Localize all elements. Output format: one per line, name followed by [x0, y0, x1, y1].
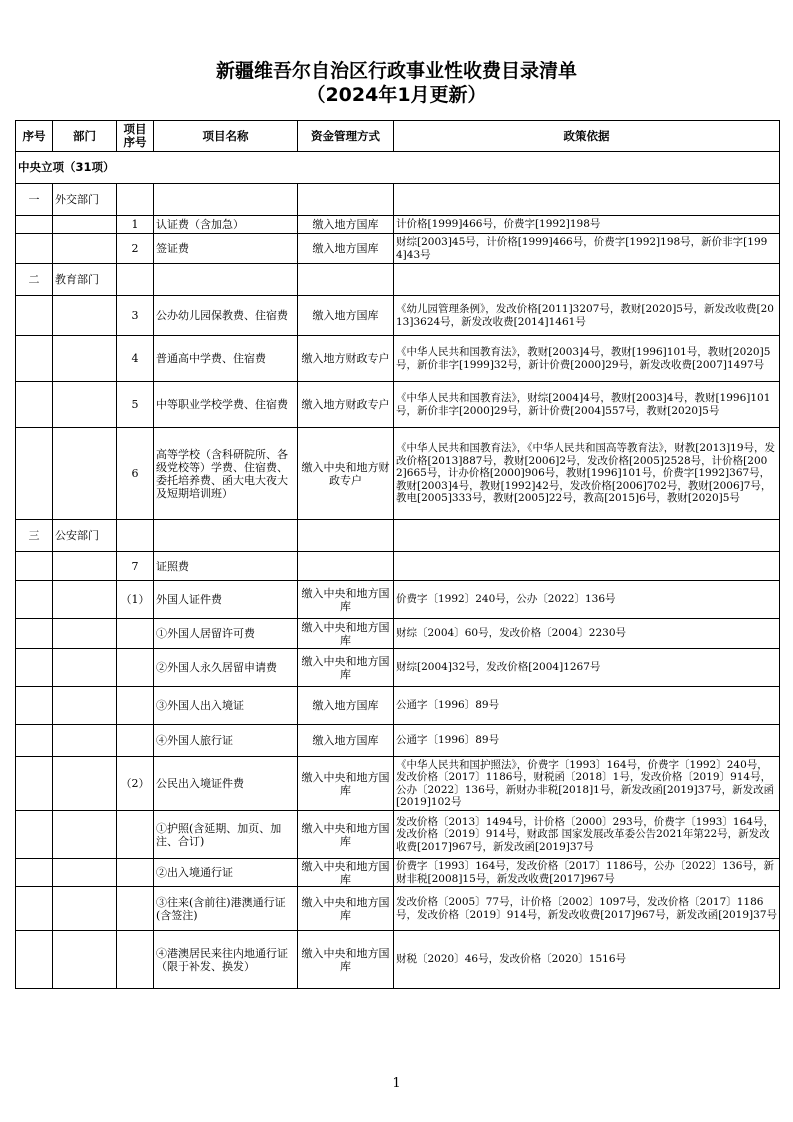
row-fund-mgmt: 缴入中央和地方国库 [298, 811, 394, 859]
row-fund-mgmt [298, 552, 394, 581]
row-seq: 一 [16, 184, 53, 216]
row-dept [53, 859, 117, 887]
table-row [16, 687, 780, 725]
row-seq [16, 581, 53, 619]
row-dept [53, 725, 117, 757]
table-row [16, 184, 780, 216]
row-dept [53, 296, 117, 336]
row-dept [53, 552, 117, 581]
row-item-name: ②出入境通行证 [154, 859, 298, 887]
row-item-name: 外国人证件费 [154, 581, 298, 619]
table-row [16, 234, 780, 264]
row-item-no [117, 811, 154, 859]
row-item-no: 2 [117, 234, 154, 264]
row-item-no [117, 687, 154, 725]
table-row [16, 296, 780, 336]
row-dept [53, 428, 117, 520]
header-seq: 序号 [16, 121, 53, 152]
row-item-no [117, 184, 154, 216]
row-item-name: 公办幼儿园保教费、住宿费 [154, 296, 298, 336]
table-row [16, 931, 780, 989]
row-dept [53, 687, 117, 725]
row-dept: 教育部门 [53, 264, 117, 296]
row-seq [16, 687, 53, 725]
row-fund-mgmt: 缴入中央和地方国库 [298, 859, 394, 887]
row-policy-basis [394, 264, 780, 296]
row-item-name [154, 520, 298, 552]
row-fund-mgmt [298, 520, 394, 552]
row-seq [16, 931, 53, 989]
row-policy-basis: 《中华人民共和国教育法》，教财[2003]4号，教财[1996]101号，教财[2020]5号，新价非字[1999]32号，新计价费[2000]29号，新发改收费[2007]1497号 [394, 336, 780, 382]
row-fund-mgmt: 缴入地方国库 [298, 296, 394, 336]
row-dept [53, 811, 117, 859]
row-dept [53, 382, 117, 428]
row-fund-mgmt: 缴入地方财政专户 [298, 382, 394, 428]
row-dept: 外交部门 [53, 184, 117, 216]
row-dept: 公安部门 [53, 520, 117, 552]
row-dept [53, 216, 117, 234]
row-item-no [117, 725, 154, 757]
table-row [16, 811, 780, 859]
row-dept [53, 757, 117, 811]
row-item-no: 4 [117, 336, 154, 382]
row-seq [16, 649, 53, 687]
row-seq [16, 552, 53, 581]
row-seq [16, 811, 53, 859]
header-dept: 部门 [53, 121, 117, 152]
row-policy-basis: 财综[2004]32号，发改价格[2004]1267号 [394, 649, 780, 687]
row-item-no: （1） [117, 581, 154, 619]
row-policy-basis: 财综〔2004〕60号，发改价格〔2004〕2230号 [394, 619, 780, 649]
table-row [16, 552, 780, 581]
row-policy-basis: 发改价格〔2013〕1494号，计价格〔2000〕293号，价费字〔1993〕164号，发改价格〔2019〕914号，财政部 国家发展改革委公告2021年第22号，新发改收费[2017]967号，新发改函[2019]37号 [394, 811, 780, 859]
row-seq [16, 887, 53, 931]
row-item-no [117, 649, 154, 687]
table-row [16, 336, 780, 382]
row-seq [16, 619, 53, 649]
table-row [16, 619, 780, 649]
row-item-name: 认证费（含加急） [154, 216, 298, 234]
row-fund-mgmt: 缴入地方国库 [298, 725, 394, 757]
row-policy-basis: 价费字〔1993〕164号，发改价格〔2017〕1186号，公办〔2022〕136号，新财非税[2008]15号，新发改收费[2017]967号 [394, 859, 780, 887]
row-item-no: 1 [117, 216, 154, 234]
row-dept [53, 581, 117, 619]
row-policy-basis: 《中华人民共和国护照法》，价费字〔1993〕164号，价费字〔1992〕240号，发改价格〔2017〕1186号，财税函〔2018〕1号，发改价格〔2019〕914号，公办〔2022〕136号，新财办非税[2018]1号，新发改函[2019]37号，新发改函[2019]102号 [394, 757, 780, 811]
row-fund-mgmt: 缴入地方国库 [298, 216, 394, 234]
row-fund-mgmt [298, 264, 394, 296]
row-seq [16, 757, 53, 811]
header-fund-mgmt: 资金管理方式 [298, 121, 394, 152]
table-row [16, 581, 780, 619]
table-row [16, 264, 780, 296]
row-item-name: 高等学校（含科研院所、各级党校等）学费、住宿费、委托培养费、函大电大夜大及短期培训班） [154, 428, 298, 520]
table-row [16, 757, 780, 811]
row-item-no [117, 264, 154, 296]
row-item-name: 证照费 [154, 552, 298, 581]
row-policy-basis: 财综[2003]45号，计价格[1999]466号，价费字[1992]198号，新价非字[1994]43号 [394, 234, 780, 264]
row-fund-mgmt: 缴入中央和地方财政专户 [298, 428, 394, 520]
row-policy-basis: 发改价格〔2005〕77号，计价格〔2002〕1097号，发改价格〔2017〕1186号，发改价格〔2019〕914号，新发改收费[2017]967号，新发改函[2019]37号 [394, 887, 780, 931]
row-seq [16, 336, 53, 382]
row-policy-basis [394, 184, 780, 216]
table-row [16, 649, 780, 687]
row-dept [53, 649, 117, 687]
header-item-no: 项目序号 [117, 121, 154, 152]
document-title: 新疆维吾尔自治区行政事业性收费目录清单 [215, 60, 577, 82]
table-row [16, 520, 780, 552]
row-dept [53, 887, 117, 931]
row-fund-mgmt: 缴入地方国库 [298, 234, 394, 264]
row-policy-basis [394, 552, 780, 581]
row-item-no: 3 [117, 296, 154, 336]
table-row [16, 382, 780, 428]
row-item-name: ②外国人永久居留申请费 [154, 649, 298, 687]
row-fund-mgmt [298, 184, 394, 216]
document-subtitle: （2024年1月更新） [306, 84, 487, 106]
row-fund-mgmt: 缴入地方国库 [298, 687, 394, 725]
row-item-name: ①外国人居留许可费 [154, 619, 298, 649]
row-item-name [154, 184, 298, 216]
row-fund-mgmt: 缴入中央和地方国库 [298, 931, 394, 989]
section-label: 中央立项（31项） [16, 152, 780, 184]
row-policy-basis [394, 520, 780, 552]
row-fund-mgmt: 缴入中央和地方国库 [298, 619, 394, 649]
row-seq [16, 428, 53, 520]
row-seq [16, 725, 53, 757]
row-fund-mgmt: 缴入中央和地方国库 [298, 757, 394, 811]
row-policy-basis: 《幼儿园管理条例》，发改价格[2011]3207号，教财[2020]5号，新发改收费[2013]3624号，新发改收费[2014]1461号 [394, 296, 780, 336]
fee-catalog-table [15, 120, 780, 989]
row-seq [16, 859, 53, 887]
row-item-name: ①护照(含延期、加页、加注、合订) [154, 811, 298, 859]
row-item-name: ④外国人旅行证 [154, 725, 298, 757]
row-item-name [154, 264, 298, 296]
table-row [16, 428, 780, 520]
row-fund-mgmt: 缴入中央和地方国库 [298, 649, 394, 687]
row-item-no: 5 [117, 382, 154, 428]
row-dept [53, 336, 117, 382]
row-policy-basis: 计价格[1999]466号，价费字[1992]198号 [394, 216, 780, 234]
section-row [16, 152, 780, 184]
row-seq: 二 [16, 264, 53, 296]
table-row [16, 859, 780, 887]
row-item-no [117, 931, 154, 989]
row-dept [53, 619, 117, 649]
row-item-no [117, 619, 154, 649]
row-policy-basis: 《中华人民共和国教育法》，《中华人民共和国高等教育法》，财教[2013]19号，发改价格[2013]887号，教财[2006]2号，发改价格[2005]2528号，计价格[2002]665号，计办价格[2000]906号，教财[1996]101号，价费字[1992]367号，教财[2003]4号，教财[1992]42号，发改价格[2006]702号，教财[2006]7号，教电[2005]333号，教财[2005]22号，教高[2015]6号，教财[2020]5号 [394, 428, 780, 520]
row-fund-mgmt: 缴入地方财政专户 [298, 336, 394, 382]
row-item-name: ③往来(含前往)港澳通行证(含签注) [154, 887, 298, 931]
row-item-no: 6 [117, 428, 154, 520]
row-seq [16, 296, 53, 336]
header-policy-basis: 政策依据 [394, 121, 780, 152]
row-item-no: （2） [117, 757, 154, 811]
row-item-name: 签证费 [154, 234, 298, 264]
row-item-no [117, 520, 154, 552]
page-number: 1 [392, 1076, 401, 1091]
table-row [16, 887, 780, 931]
table-row [16, 216, 780, 234]
table-header-row [16, 121, 780, 152]
row-policy-basis: 《中华人民共和国教育法》，财综[2004]4号，教财[2003]4号，教财[1996]101号，新价非字[2000]29号，新计价费[2004]557号，教财[2020]5号 [394, 382, 780, 428]
row-item-name: 公民出入境证件费 [154, 757, 298, 811]
row-fund-mgmt: 缴入中央和地方国库 [298, 581, 394, 619]
header-item-name: 项目名称 [154, 121, 298, 152]
row-dept [53, 931, 117, 989]
row-seq [16, 216, 53, 234]
row-fund-mgmt: 缴入中央和地方国库 [298, 887, 394, 931]
row-item-name: ③外国人出入境证 [154, 687, 298, 725]
row-seq: 三 [16, 520, 53, 552]
row-seq [16, 234, 53, 264]
row-item-no: 7 [117, 552, 154, 581]
row-policy-basis: 财税〔2020〕46号，发改价格〔2020〕1516号 [394, 931, 780, 989]
row-policy-basis: 价费字〔1992〕240号，公办〔2022〕136号 [394, 581, 780, 619]
row-item-name: 中等职业学校学费、住宿费 [154, 382, 298, 428]
row-dept [53, 234, 117, 264]
row-item-no [117, 859, 154, 887]
row-item-no [117, 887, 154, 931]
row-item-name: ④港澳居民来往内地通行证（限于补发、换发） [154, 931, 298, 989]
row-seq [16, 382, 53, 428]
row-policy-basis: 公通字〔1996〕89号 [394, 687, 780, 725]
row-policy-basis: 公通字〔1996〕89号 [394, 725, 780, 757]
row-item-name: 普通高中学费、住宿费 [154, 336, 298, 382]
table-row [16, 725, 780, 757]
